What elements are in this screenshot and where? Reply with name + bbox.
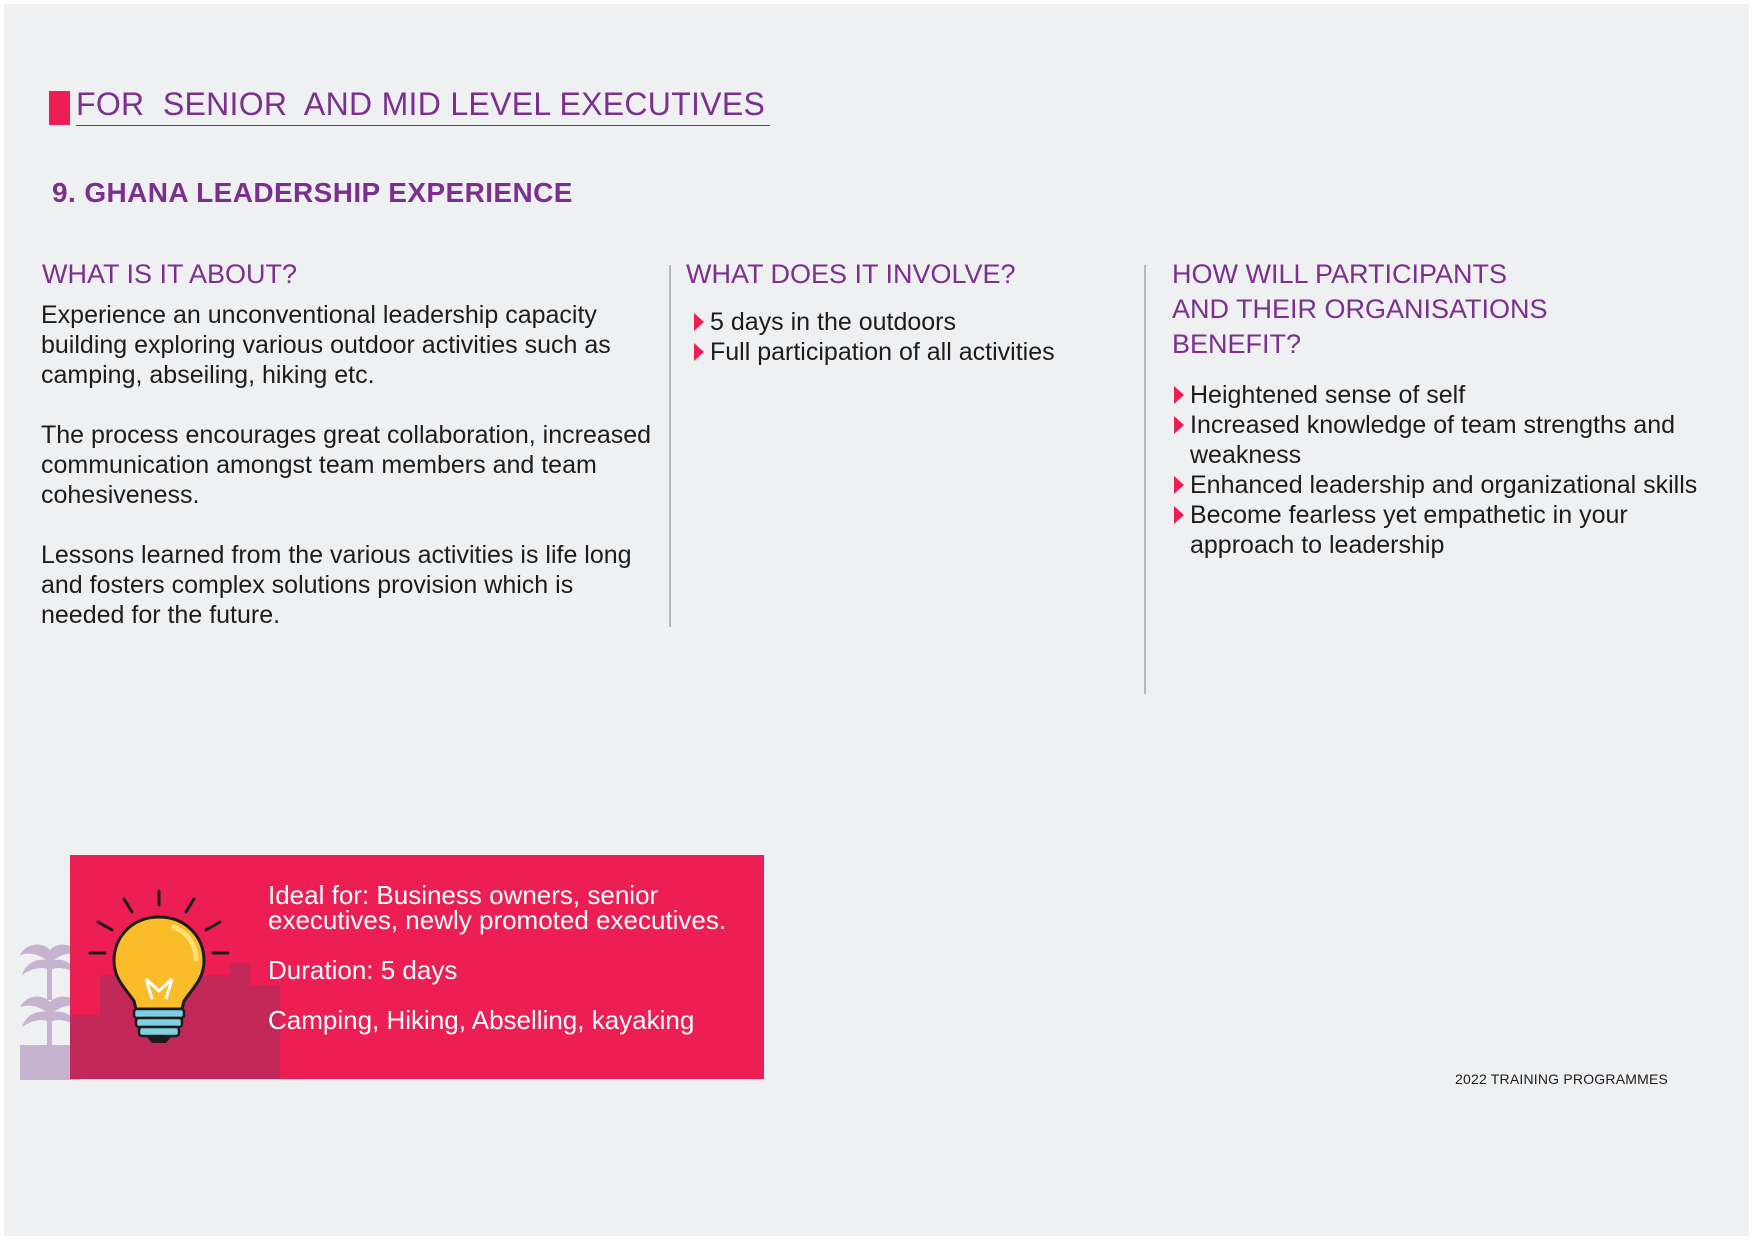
about-paragraph: Lessons learned from the various activities is life long and fosters complex solutions provision which is needed for the future. [41, 541, 632, 629]
about-paragraph: The process encourages great collaboration, increased communication amongst team members and team cohesiveness. [41, 421, 652, 509]
list-item: 5 days in the outdoors [692, 307, 1092, 337]
bullet-triangle-icon [1174, 386, 1184, 404]
about-heading: WHAT IS IT ABOUT? [42, 259, 298, 289]
bullet-triangle-icon [1174, 416, 1184, 434]
programme-title: 9. GHANA LEADERSHIP EXPERIENCE [52, 177, 573, 208]
duration-text: Duration: 5 days [268, 955, 458, 985]
benefit-list [1172, 380, 1712, 560]
activities-text: Camping, Hiking, Abselling, kayaking [268, 1005, 695, 1035]
bullet-triangle-icon [1174, 476, 1184, 494]
section-underline [76, 125, 770, 126]
column-divider [669, 265, 671, 627]
list-item: Heightened sense of self [1172, 380, 1712, 410]
about-body [41, 300, 661, 660]
list-item: Full participation of all activities [692, 337, 1092, 367]
involve-heading: WHAT DOES IT INVOLVE? [686, 259, 1016, 289]
involve-list [692, 307, 1092, 367]
list-item: Enhanced leadership and organizational skills [1172, 470, 1712, 500]
lightbulb-icon [84, 887, 234, 1047]
info-text [268, 880, 748, 1058]
column-divider [1144, 265, 1146, 694]
benefit-heading: HOW WILL PARTICIPANTS AND THEIR ORGANISATIONS BENEFIT? [1172, 259, 1548, 359]
list-item: Become fearless yet empathetic in your approach to leadership [1172, 500, 1712, 560]
ideal-for-text: Ideal for: Business owners, senior executives, newly promoted executives. [268, 880, 727, 935]
list-item: Increased knowledge of team strengths and weakness [1172, 410, 1712, 470]
about-paragraph: Experience an unconventional leadership capacity building exploring various outdoor activities such as camping, abseiling, hiking etc. [41, 301, 611, 389]
bullet-triangle-icon [694, 313, 704, 331]
footer-label: 2022 TRAINING PROGRAMMES [1455, 1071, 1669, 1087]
section-marker [49, 91, 70, 125]
section-title: FOR SENIOR AND MID LEVEL EXECUTIVES [76, 86, 766, 122]
bullet-triangle-icon [1174, 506, 1184, 524]
bullet-triangle-icon [694, 343, 704, 361]
